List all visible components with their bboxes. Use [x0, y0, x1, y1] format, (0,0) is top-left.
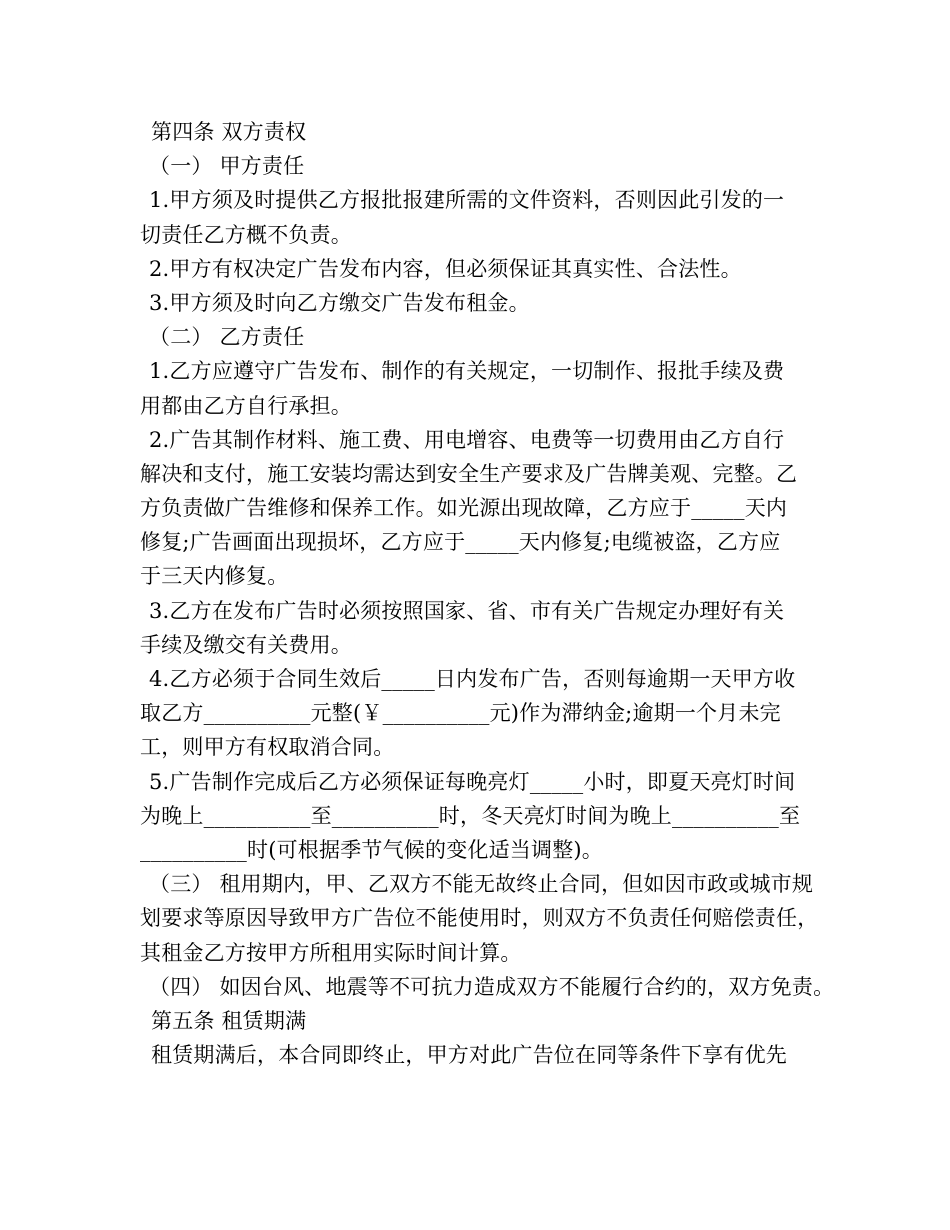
paragraph-line: 手续及缴交有关费用。 — [140, 632, 352, 657]
paragraph-line: （三） 租用期内，甲、乙双方不能无故终止合同，但如因市政或城市规 — [149, 872, 814, 897]
paragraph-line: 切责任乙方概不负责。 — [140, 222, 352, 247]
paragraph-line: 为晚上__________至__________时，冬天亮灯时间为晚上__________至 — [140, 803, 801, 828]
paragraph-line: （四） 如因台风、地震等不可抗力造成双方不能履行合约的，双方免责。 — [149, 974, 835, 999]
section-party-a-heading: （一） 甲方责任 — [149, 154, 305, 179]
document-body — [140, 115, 835, 1072]
paragraph-line: 取乙方__________元整(￥__________元)作为滞纳金;逾期一个月未完 — [140, 701, 781, 726]
paragraph-line: __________时(可根据季节气候的变化适当调整)。 — [140, 837, 603, 862]
paragraph-line: 工，则甲方有权取消合同。 — [140, 735, 395, 760]
article-4-heading: 第四条 双方责权 — [151, 120, 307, 144]
paragraph-line: 解决和支付，施工安装均需达到安全生产要求及广告牌美观、完整。乙 — [140, 461, 798, 486]
paragraph-line: 租赁期满后，本合同即终止，甲方对此广告位在同等条件下享有优先 — [151, 1043, 787, 1068]
paragraph-line: 1.乙方应遵守广告发布、制作的有关规定，一切制作、报批手续及费 — [149, 359, 785, 384]
paragraph-line: 3.甲方须及时向乙方缴交广告发布租金。 — [149, 290, 530, 315]
paragraph-line: 4.乙方必须于合同生效后_____日内发布广告，否则每逾期一天甲方收 — [149, 667, 796, 691]
paragraph-line: 修复;广告画面出现损坏，乙方应于_____天内修复;电缆被盗，乙方应 — [140, 530, 781, 555]
section-party-b-heading: （二） 乙方责任 — [149, 325, 305, 350]
paragraph-line: 2.广告其制作材料、施工费、用电增容、电费等一切费用由乙方自行 — [149, 427, 785, 452]
paragraph-line: 用都由乙方自行承担。 — [140, 393, 352, 418]
paragraph-line: 5.广告制作完成后乙方必须保证每晚亮灯_____小时，即夏天亮灯时间 — [149, 769, 796, 794]
paragraph-line: 于三天内修复。 — [140, 564, 289, 589]
paragraph-line: 其租金乙方按甲方所租用实际时间计算。 — [140, 940, 522, 965]
paragraph-line: 3.乙方在发布广告时必须按照国家、省、市有关广告规定办理好有关 — [149, 598, 785, 623]
paragraph-line: 1.甲方须及时提供乙方报批报建所需的文件资料，否则因此引发的一 — [149, 188, 785, 213]
article-5-heading: 第五条 租赁期满 — [151, 1008, 307, 1033]
paragraph-line: 划要求等原因导致甲方广告位不能使用时，则双方不负责任何赔偿责任， — [140, 906, 819, 931]
paragraph-line: 方负责做广告维修和保养工作。如光源出现故障，乙方应于_____天内 — [140, 496, 788, 521]
paragraph-line: 2.甲方有权决定广告发布内容，但必须保证其真实性、合法性。 — [149, 256, 742, 281]
